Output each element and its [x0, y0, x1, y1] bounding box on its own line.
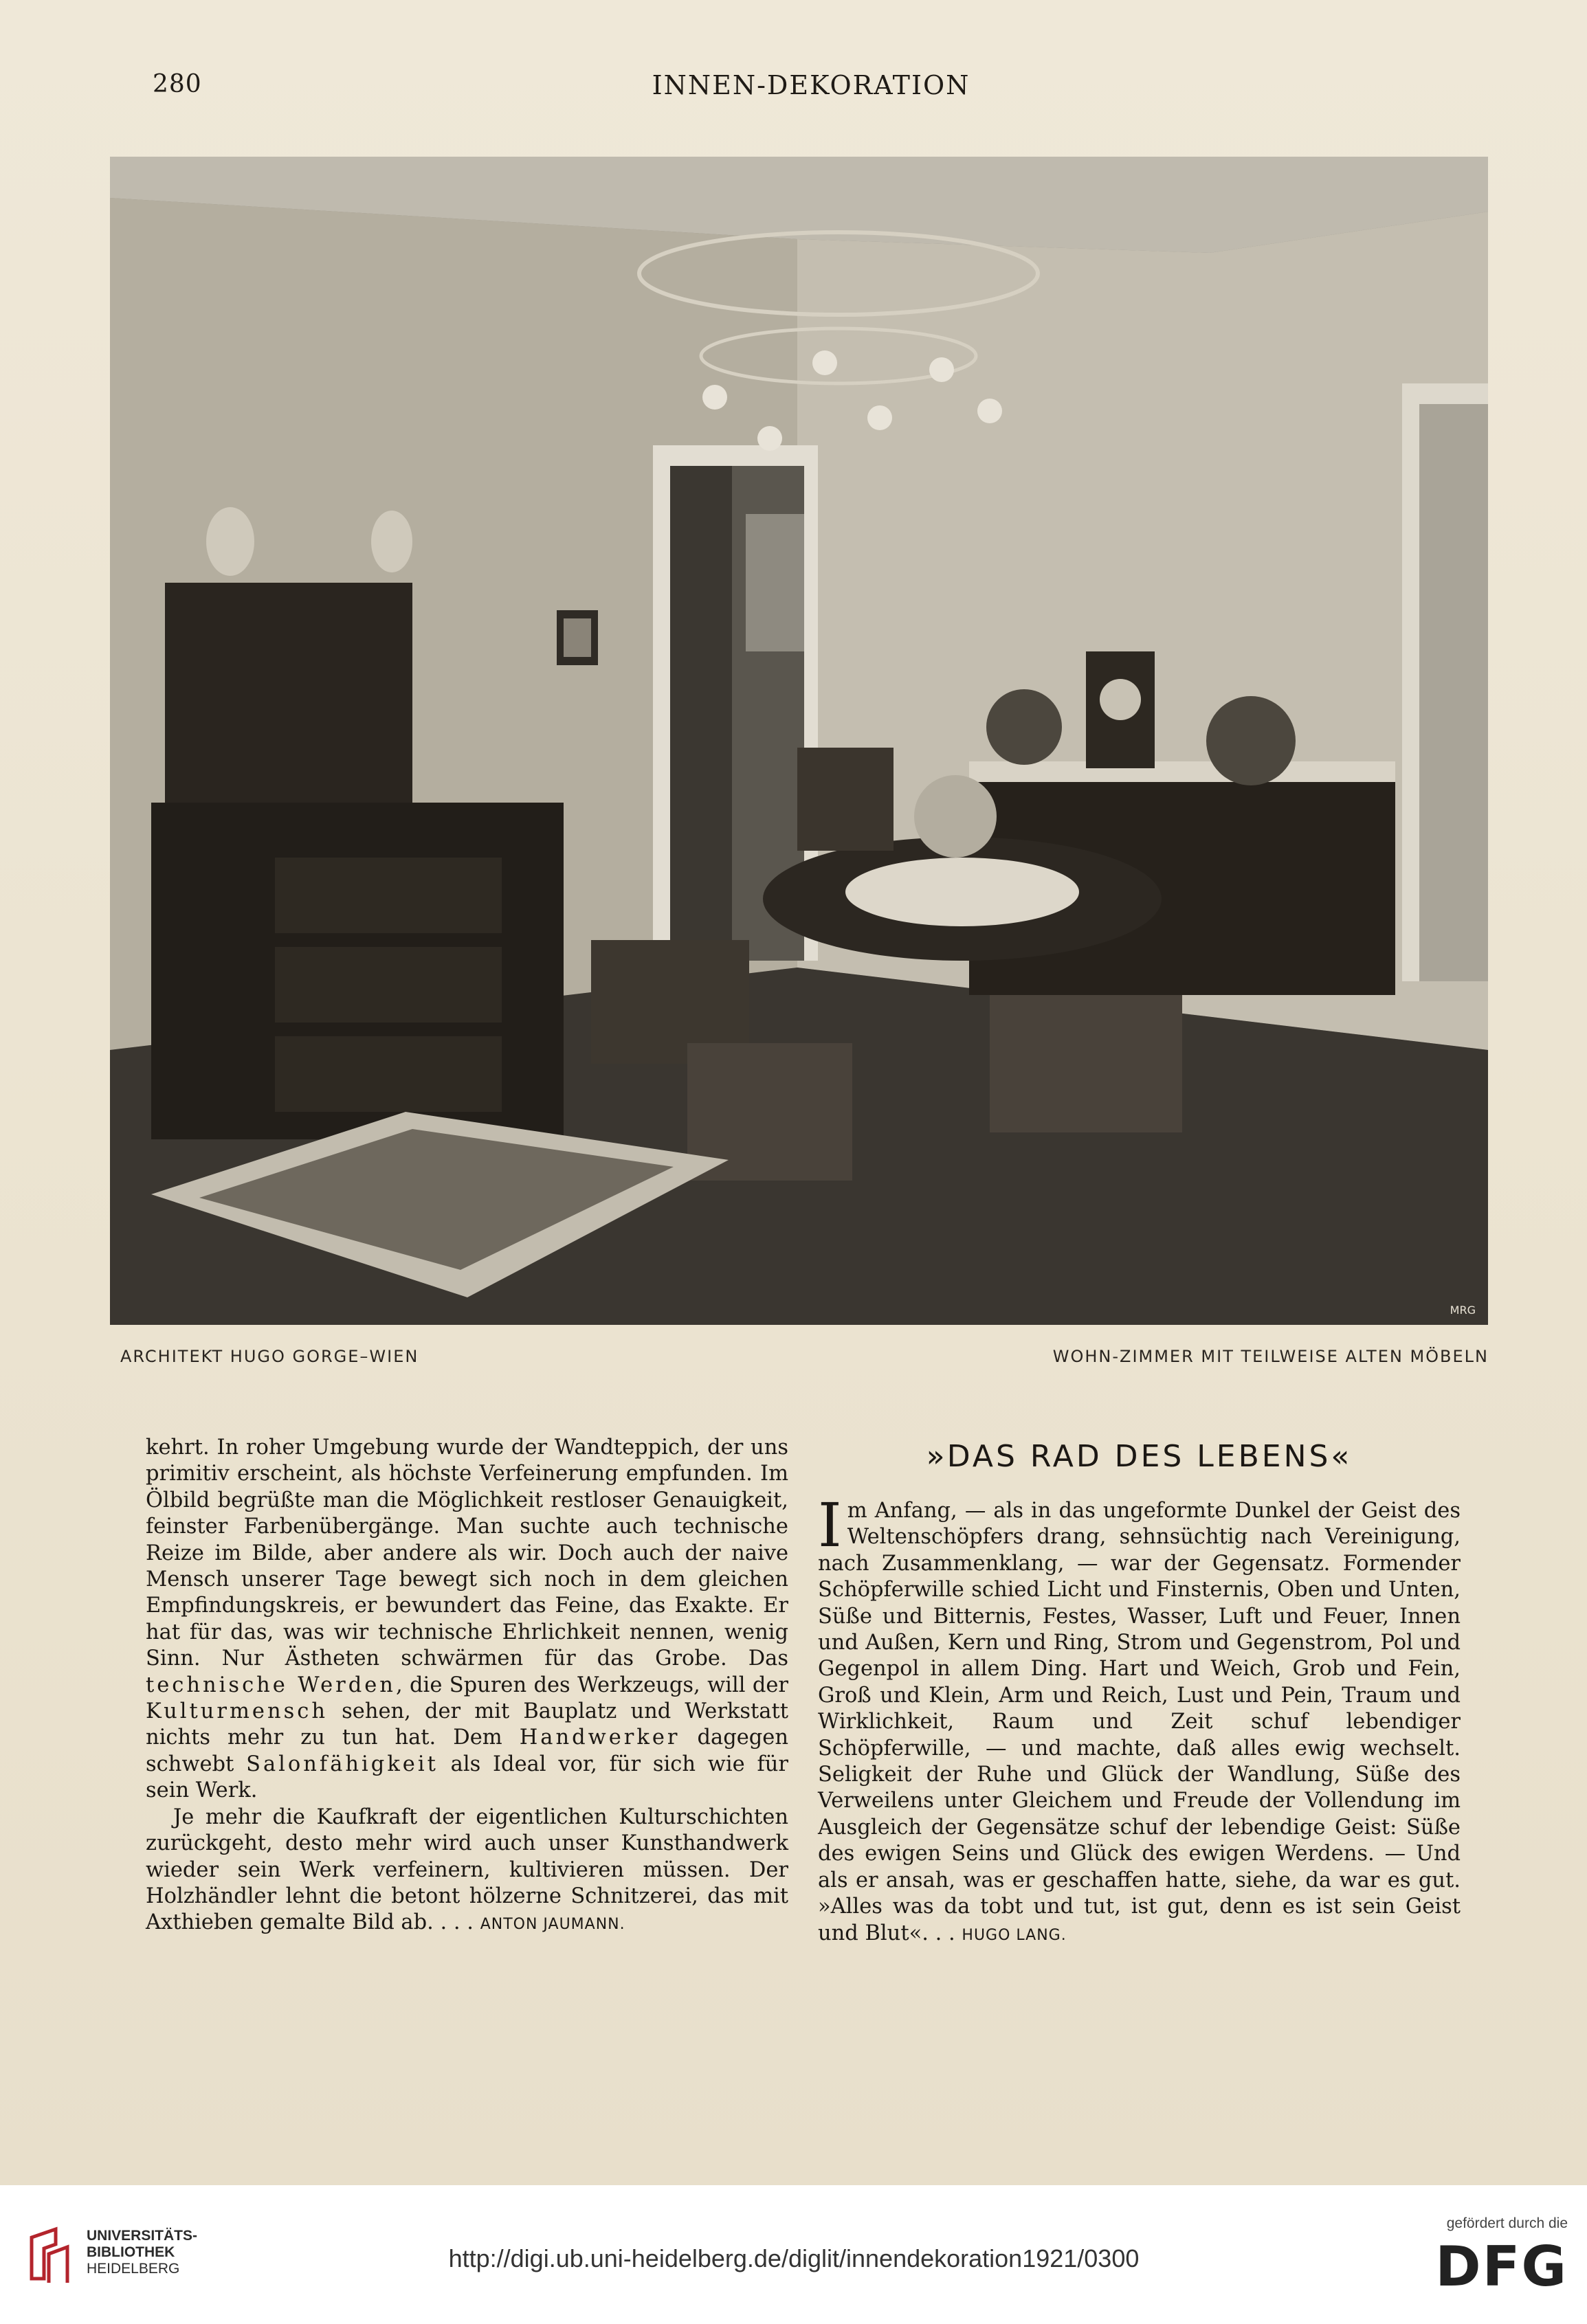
institution-line: UNIVERSITÄTS- [87, 2228, 198, 2244]
digitization-footer [0, 2185, 1587, 2324]
clock-face [1100, 679, 1141, 720]
urn-vase [206, 507, 254, 576]
spaced-text: Salonfähigkeit [246, 1752, 439, 1776]
permalink-url[interactable]: http://digi.ub.uni-heidelberg.de/diglit/innendekoration1921/0300 [448, 2244, 1140, 2272]
text-run: als Ideal vor, für sich wie für sein Werk. [146, 1752, 788, 1803]
text-run: sehen, der mit Bauplatz und Werkstatt nichts mehr zu tun hat. Dem [146, 1699, 788, 1750]
right-door [1419, 404, 1488, 981]
plant [986, 689, 1062, 765]
table-doily [845, 858, 1079, 926]
paragraph [146, 1435, 788, 1805]
paragraph [818, 1490, 1461, 1949]
living-room-illustration [110, 157, 1488, 1325]
dfg-logo: DFG [1435, 2235, 1568, 2299]
university-library-logo-icon [25, 2224, 73, 2286]
funding-credit [1368, 2215, 1568, 2298]
institution-line: BIBLIOTHEK [87, 2244, 175, 2260]
text-run: m Anfang, — als in das ungeformte Dunkel der Geist des Weltenschöpfers drang, sehnsüchtig nach Vereinigung, nach Zusammenklang, — war der Gegensatz. Formender Schöpferwille schied Licht und Finsternis, Oben und Unten, Süße und Bitternis, Festes, Wasser, Luft und Feuer, Innen und Außen, Kern und Ring, Strom und Gegenstrom, Pol und Gegenpol in allem Ding. Hart und Weich, Grob und Fein, Groß und Klein, Arm und Reich, Lust und Pein, Traum und Wirklichkeit, Raum und Zeit schuf lebendiger Schöpferwille, — und machte, daß alles ewig wechselt. Seligkeit der Ruhe und Glück der Wandlung, Süße des Verweilens unter Gleichem und Freude der Vollendung im Ausgleich der Gegensätze schuf der lebendige Geist: Süße des ewigen Seins und Glück des ewigen Werdens. — Und als er ansah, was er geschaffen hatte, siehe, da war es gut. »Alles was da tobt und tut, ist gut, denn es ist sein Geist und Blut«. . . [818, 1499, 1461, 1945]
flower-bouquet [914, 775, 997, 858]
funding-note: gefördert durch die [1446, 2215, 1568, 2231]
spaced-text: Handwerker [519, 1725, 680, 1750]
caption-room: WOHN-ZIMMER MIT TEILWEISE ALTEN MÖBELN [1052, 1347, 1489, 1366]
wall-picture-inner [564, 618, 591, 657]
drawer [275, 1036, 502, 1112]
paragraph [146, 1805, 788, 1938]
spaced-text: technische Werden [146, 1673, 396, 1697]
drawer [275, 858, 502, 933]
photographer-mark: MRG [1450, 1304, 1476, 1317]
spaced-text: Kulturmensch [146, 1699, 328, 1724]
drop-cap: I [818, 1490, 842, 1561]
left-column [146, 1435, 788, 1938]
drawer [275, 947, 502, 1023]
secretary-top [165, 583, 412, 809]
far-room-window [746, 514, 804, 651]
text-run: Je mehr die Kaufkraft der eigentlichen Kulturschichten zurückgeht, desto mehr wird auch unser Kunsthandwerk wieder sein Werk verfeinern, kultivieren müssen. Der Holzhändler lehnt die betont hölzerne Schnitzerei, das mit Axthieben gemalte Bild ab. . . . [146, 1805, 788, 1935]
institution-name [87, 2228, 197, 2277]
caption-architect: ARCHITEKT HUGO GORGE–WIEN [120, 1347, 419, 1366]
institution-line: HEIDELBERG [87, 2261, 180, 2277]
running-title: INNEN-DEKORATION [652, 70, 970, 100]
author-signature: HUGO LANG. [962, 1926, 1067, 1944]
text-run: kehrt. In roher Umgebung wurde der Wandteppich, der uns primitiv erscheint, als höchste Verfeinerung empfunden. Im Ölbild begrüßte man die Möglichkeit restloser Genauigkeit, feinster Farbenübergänge. Man suchte auch technische Reize im Bilde, aber andere als wir. Doch auch der naive Mensch unserer Tage bewegt sich noch in dem gleichen Empfindungskreis, er bewundert das Feine, das Exakte. Er hat für das, was wir technische Ehrlichkeit nennen, wenig Sinn. Nur Ästheten schwärmen für das Grobe. Das [146, 1435, 788, 1671]
plant [1206, 696, 1296, 785]
urn-vase [371, 511, 412, 572]
door-curtain [670, 466, 732, 961]
chair [990, 995, 1182, 1132]
sideboard-runner [969, 761, 1395, 782]
text-run: , die Spuren des Werkzeugs, will der [395, 1673, 788, 1697]
armchair [797, 748, 894, 851]
essay-title: »DAS RAD DES LEBENS« [926, 1439, 1353, 1474]
text-run: dagegen schwebt [146, 1725, 788, 1776]
right-column [818, 1435, 1461, 1949]
author-signature: ANTON JAUMANN. [480, 1916, 625, 1934]
interior-photograph [110, 157, 1488, 1325]
page-number: 280 [153, 70, 202, 98]
